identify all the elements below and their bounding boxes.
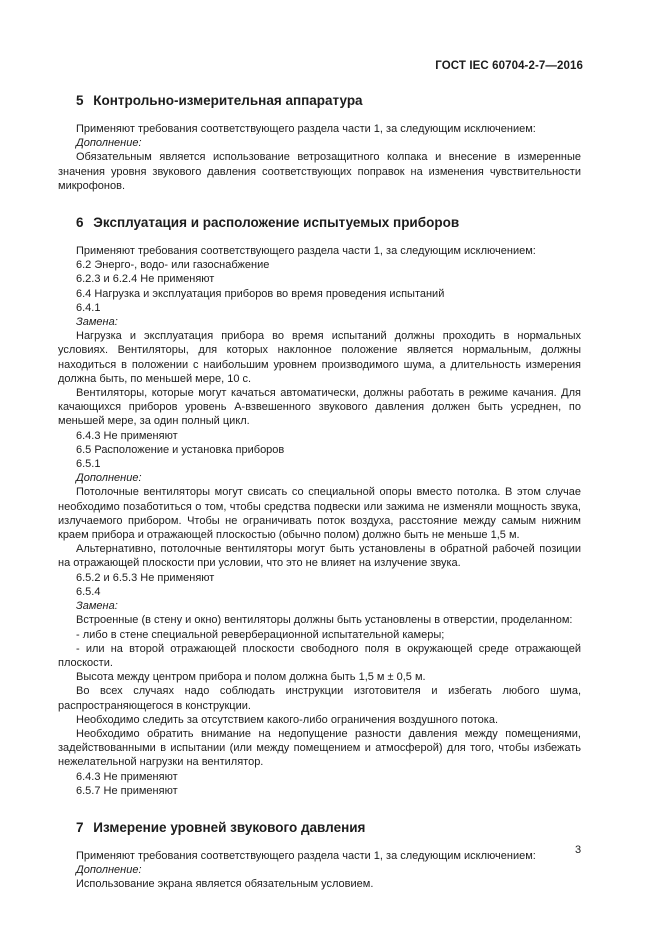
section-6 bbox=[58, 215, 581, 798]
paragraph: Обязательным является использование ветрозащитного колпака и внесение в измеренные значения уровня звукового давления соответствующих поправок на изменения чувствительности микрофонов. bbox=[58, 151, 581, 192]
paragraph: Нагрузка и эксплуатация прибора во время испытаний должны проходить в нормальных условиях. Вентиляторы, для которых наклонное положение является нормальным, должны находиться в положении с наибольшим уровнем производимого шума, а длительность измерения должна быть, по меньшей мере, 10 с. bbox=[58, 330, 581, 385]
clause-heading: 6.4.3 Не применяют bbox=[76, 429, 178, 442]
section-title: Эксплуатация и расположение испытуемых приборов bbox=[93, 215, 460, 231]
paragraph: Альтернативно, потолочные вентиляторы могут быть установлены в обратной рабочей позиции на отражающей плоскости при условии, что это не влияет на излучение звука. bbox=[58, 543, 581, 570]
paragraph: Высота между центром прибора и полом должна быть 1,5 м ± 0,5 м. bbox=[76, 671, 426, 684]
section-number: 7 bbox=[76, 819, 84, 835]
paragraph-label: Замена: bbox=[76, 600, 118, 613]
paragraph-label: Дополнение: bbox=[76, 137, 142, 150]
clause-heading: 6.4 Нагрузка и эксплуатация приборов во время проведения испытаний bbox=[76, 287, 445, 300]
section-heading bbox=[58, 820, 581, 836]
section-title: Измерение уровней звукового давления bbox=[93, 819, 366, 835]
section-5 bbox=[58, 93, 581, 193]
paragraph: Вентиляторы, которые могут качаться автоматически, должны работать в режиме качания. Для качающихся приборов уровень А-взвешенного звукового давления должен быть усреднен, по меньшей мере, за один полный цикл. bbox=[58, 387, 581, 428]
paragraph: Встроенные (в стену и окно) вентиляторы должны быть установлены в отверстии, проделанном: bbox=[76, 614, 573, 627]
paragraph: Применяют требования соответствующего раздела части 1, за следующим исключением: bbox=[76, 849, 536, 862]
paragraph-label: Дополнение: bbox=[76, 864, 142, 877]
section-heading bbox=[58, 93, 581, 109]
clause-heading: 6.5.2 и 6.5.3 Не применяют bbox=[76, 571, 215, 584]
list-item: - либо в стене специальной реверберационной испытательной камеры; bbox=[76, 628, 445, 641]
clause-heading: 6.5 Расположение и установка приборов bbox=[76, 443, 285, 456]
paragraph: Применяют требования соответствующего раздела части 1, за следующим исключением: bbox=[76, 123, 536, 135]
paragraph: Во всех случаях надо соблюдать инструкции изготовителя и избегать любого шума, распространяющегося в конструкции. bbox=[58, 685, 581, 712]
document-id: ГОСТ IEC 60704-2-7—2016 bbox=[435, 60, 583, 72]
section-7 bbox=[58, 820, 581, 892]
paragraph: Необходимо обратить внимание на недопущение разности давления между помещениями, задействованными в испытании (или между помещением и атмосферой) для того, чтобы избежать нежелательной нагрузки на вентилятор. bbox=[58, 727, 581, 769]
section-number: 5 bbox=[76, 93, 84, 108]
clause-heading: 6.4.3 Не применяют bbox=[76, 770, 178, 783]
clause-heading: 6.5.1 bbox=[76, 458, 101, 471]
paragraph: Применяют требования соответствующего раздела части 1, за следующим исключением: bbox=[76, 245, 536, 258]
clause-heading: 6.4.1 bbox=[76, 301, 101, 314]
paragraph-label: Замена: bbox=[76, 316, 118, 329]
paragraph: Необходимо следить за отсутствием какого-либо ограничения воздушного потока. bbox=[76, 713, 499, 726]
list-item: - или на второй отражающей плоскости свободного поля в окружающей среде отражающей плоскости. bbox=[58, 642, 581, 669]
page-number: 3 bbox=[575, 844, 582, 856]
clause-heading: 6.5.7 Не применяют bbox=[76, 784, 178, 797]
paragraph-label: Дополнение: bbox=[76, 472, 142, 485]
document-body bbox=[58, 93, 581, 910]
paragraph: Потолочные вентиляторы могут свисать со специальной опоры вместо потолка. В этом случае необходимо позаботиться о том, чтобы средства подвески или зажима не изменяли мощность звука, излучаемого прибором. Чтобы не ограничивать поток воздуха, расстояние между самым нижним краем прибора и отражающей плоскостью (обычно полом) должно быть не меньше 1,5 м. bbox=[58, 486, 581, 542]
section-number: 6 bbox=[76, 215, 84, 231]
section-heading bbox=[58, 215, 581, 231]
clause-heading: 6.2 Энерго-, водо- или газоснабжение bbox=[76, 259, 270, 272]
paragraph: Использование экрана является обязательным условием. bbox=[76, 878, 374, 891]
clause-heading: 6.2.3 и 6.2.4 Не применяют bbox=[76, 273, 215, 286]
section-title: Контрольно-измерительная аппаратура bbox=[93, 93, 363, 108]
clause-heading: 6.5.4 bbox=[76, 585, 101, 598]
